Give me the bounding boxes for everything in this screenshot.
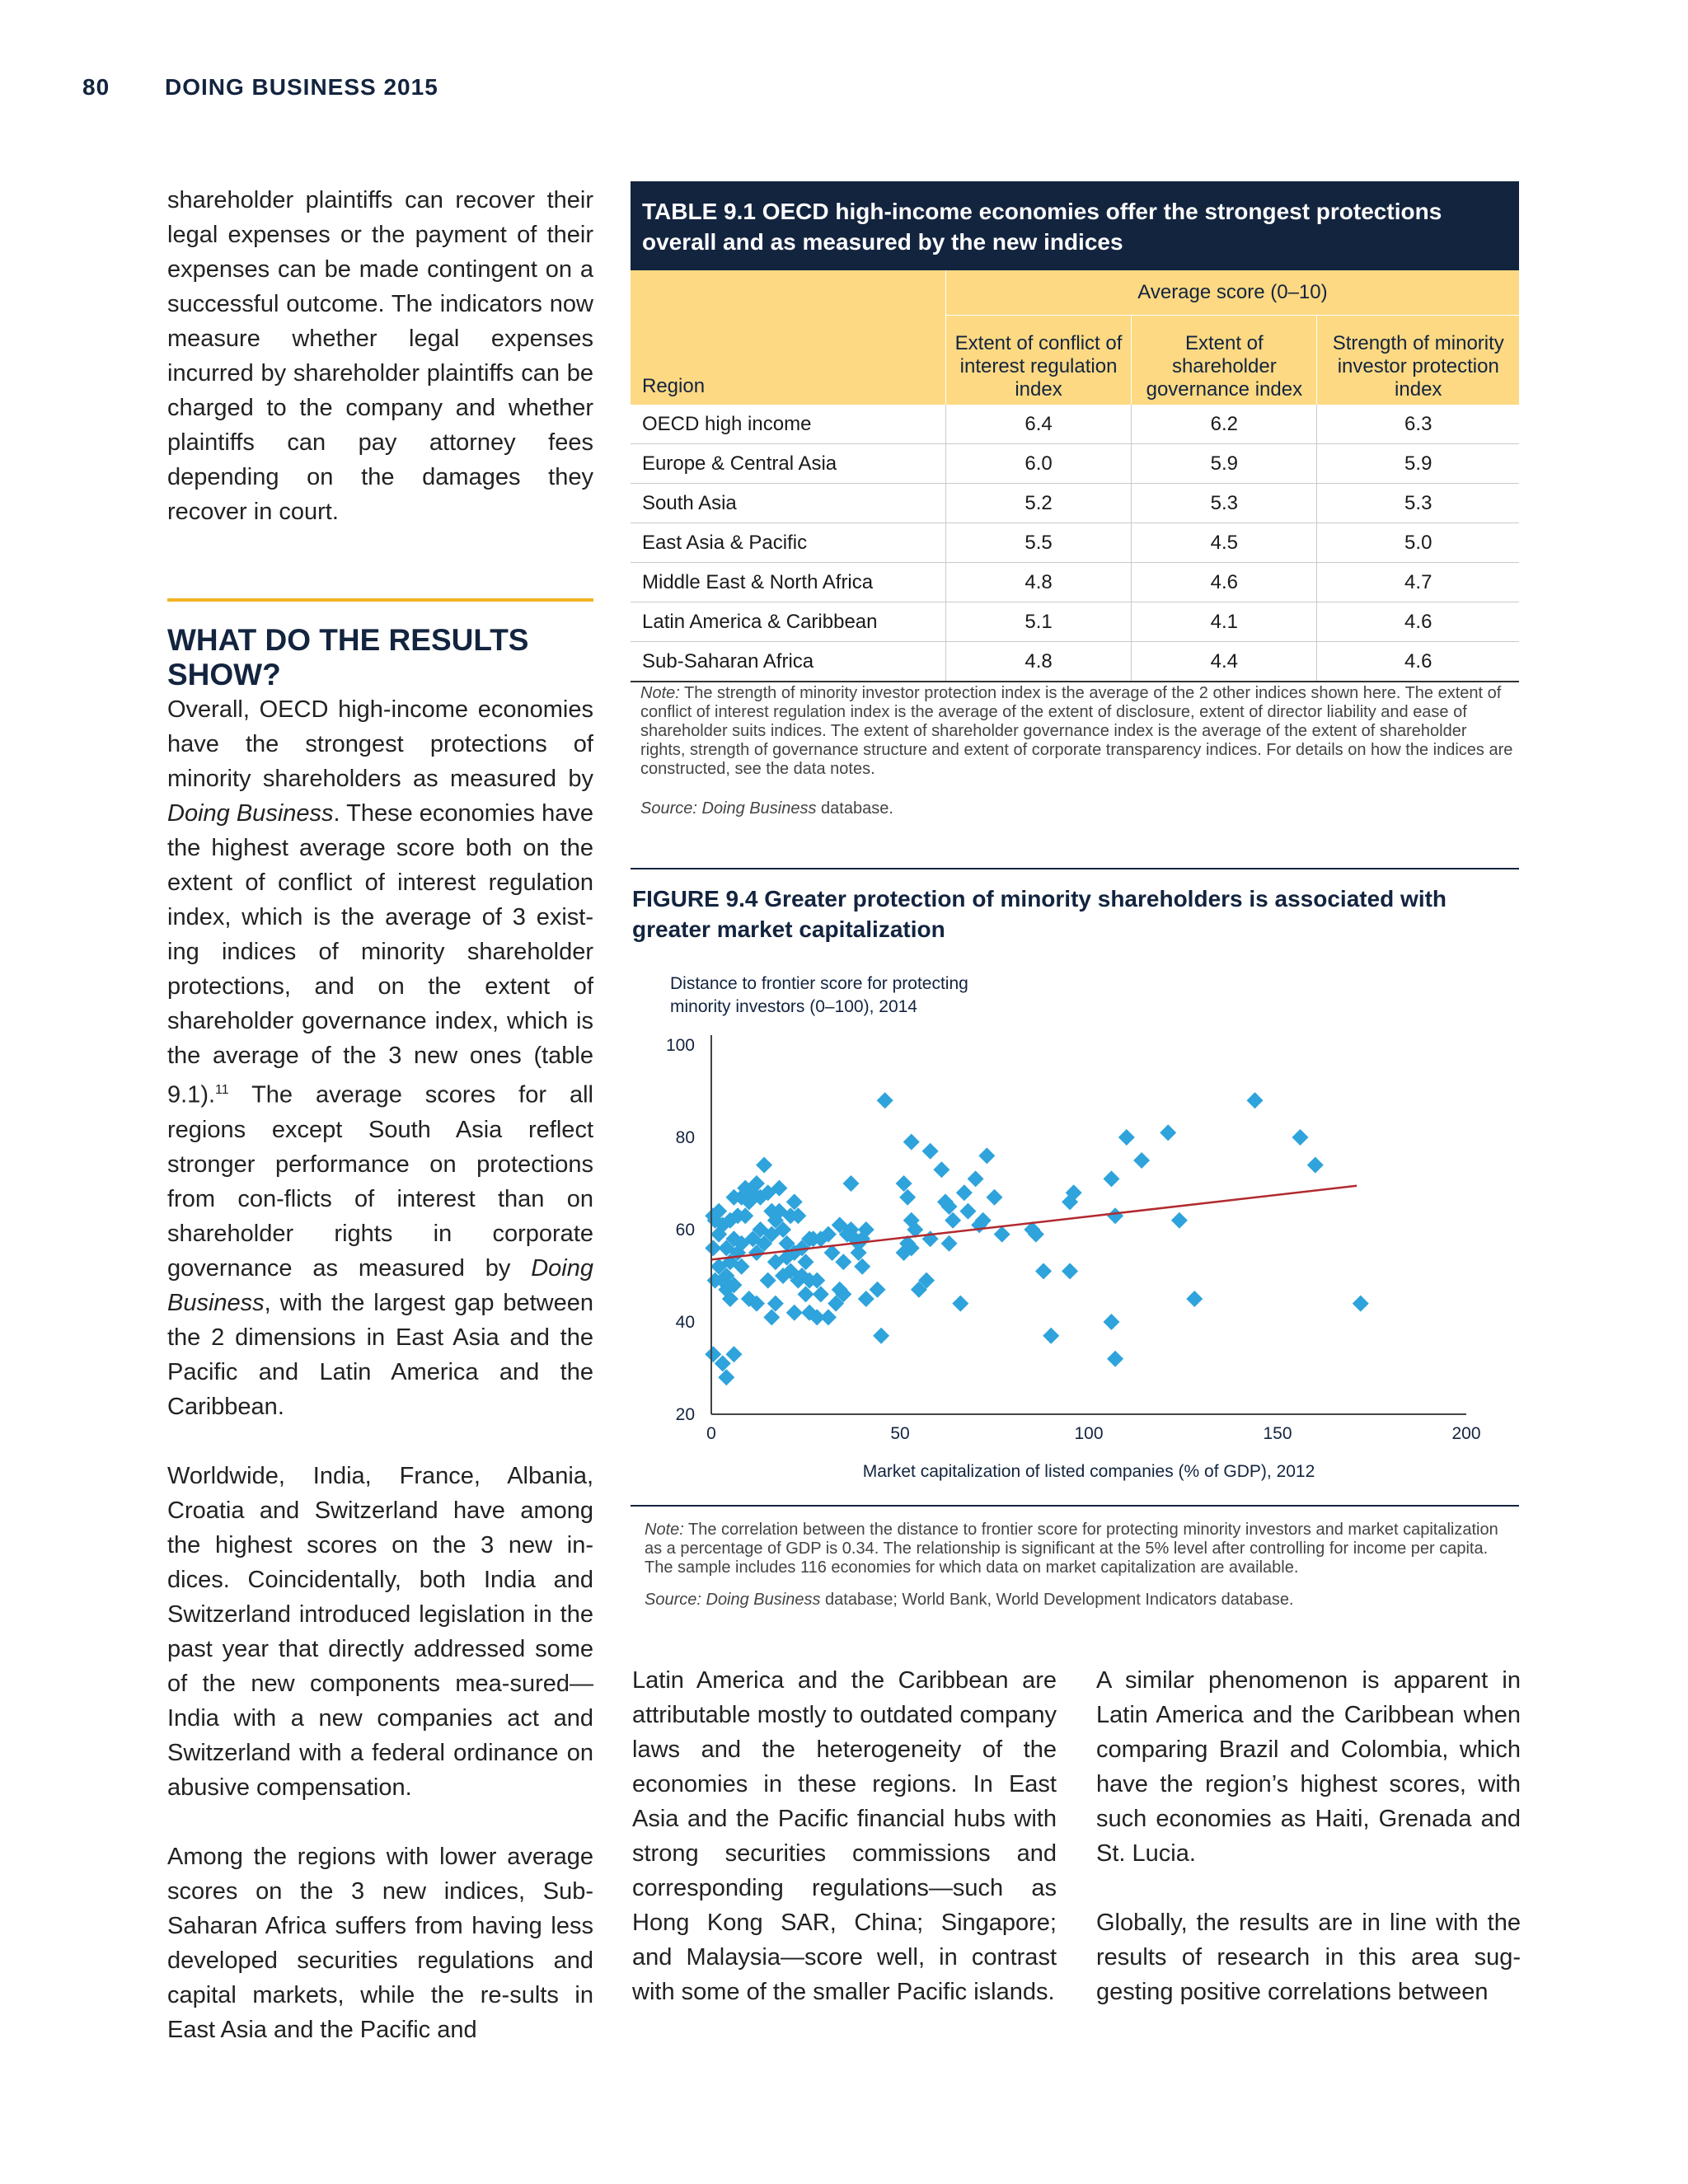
data-point (1160, 1124, 1176, 1141)
data-point (1292, 1129, 1308, 1146)
data-point (1107, 1351, 1123, 1367)
column-header: Strength of minority investor protection index (1317, 316, 1519, 405)
table-row: Middle East & North Africa 4.8 4.6 4.7 (631, 563, 1519, 602)
x-tick-label: 200 (1451, 1424, 1481, 1443)
data-point (877, 1092, 893, 1108)
y-axis-label-line: Distance to frontier score for protecting (670, 974, 968, 993)
table-row: Latin America & Caribbean 5.1 4.1 4.6 (631, 602, 1519, 642)
data-point (1035, 1263, 1052, 1279)
table-source: Source: Doing Business database. (640, 799, 893, 818)
data-point (1107, 1207, 1123, 1224)
y-axis-label-line: minority investors (0–100), 2014 (670, 997, 917, 1016)
data-point (968, 1170, 984, 1187)
running-header: DOING BUSINESS 2015 (165, 74, 438, 100)
data-point (870, 1282, 886, 1298)
data-point (1043, 1328, 1059, 1344)
paragraph: Worldwide, India, France, Albania, Croatia and Switzerland have among the highest scores on the 3 new in-dices. Coincidentally, both India and Switzerland introduced legislation in the past year that directly addressed some of the new components mea-sured—India with a new companies act and Switzerland with a federal ordinance on abusive compensation. (167, 1462, 593, 1801)
data-point (1062, 1263, 1078, 1279)
scatter-chart (631, 964, 1519, 1512)
data-point (952, 1296, 968, 1312)
table-row: South Asia 5.2 5.3 5.3 (631, 484, 1519, 523)
data-point (813, 1286, 829, 1302)
figure-title: FIGURE 9.4 Greater protection of minority shareholders is associated with greater market capitalization (632, 886, 1447, 942)
data-point (903, 1134, 920, 1151)
y-tick-label: 40 (675, 1313, 695, 1332)
data-point (854, 1258, 870, 1275)
data-point (896, 1175, 912, 1192)
data-point (1247, 1092, 1264, 1108)
trend-line (711, 1186, 1357, 1260)
figure-top-rule (631, 868, 1519, 869)
data-point (820, 1309, 837, 1325)
data-point (994, 1226, 1010, 1243)
paragraph: Overall, OECD high-income economies have the strongest protections of minority shareholders as measured by Doing Business. These economies have the highest average score both on the extent of conflict of interest regulation index, which is the average of 3 exist-ing indices of minority shareholder protections, and on the extent of shareholder governance index, which is the average of the 3 new ones (table 9.1).$^{11}$ The average scores for all regions except South Asia reflect stronger performance on protections from con-flicts of interest than on shareholder rights in corporate governance as measured by Doing Business, with the largest gap between the 2 dimensions in East Asia and the Pacific and Latin America and the Caribbean. (167, 696, 593, 1420)
group-header: Average score (0–10) (945, 270, 1519, 316)
data-point (978, 1147, 995, 1164)
table-9-1 (631, 181, 1519, 682)
paragraph: shareholder plaintiffs can recover their legal expenses or the payment of their expenses can be made contingent on a successful outcome. The indicators now measure whether legal expenses incurred by shareholder plaintiffs can be charged to the company and whether plaintiffs can pay attorney fees depending on the damages they recover in court. (167, 187, 593, 525)
data-point (858, 1291, 874, 1307)
y-tick-label: 20 (675, 1405, 695, 1424)
column2-body (632, 1663, 1057, 2044)
page-number: 80 (82, 74, 110, 100)
x-axis-label: Market capitalization of listed companies (% of GDP), 2012 (862, 1462, 1315, 1481)
y-tick-label: 80 (675, 1128, 695, 1147)
data-point (1133, 1152, 1150, 1169)
data-point (725, 1346, 742, 1362)
data-point (933, 1161, 950, 1178)
table-row: East Asia & Pacific 5.5 4.5 5.0 (631, 523, 1519, 563)
data-point (987, 1189, 1003, 1206)
data-point (718, 1369, 734, 1385)
figure-bottom-rule (631, 1505, 1519, 1507)
data-point (1103, 1170, 1119, 1187)
data-point (786, 1305, 803, 1321)
y-tick-label: 100 (665, 1036, 695, 1055)
data-point (899, 1189, 916, 1206)
x-tick-label: 100 (1074, 1424, 1104, 1443)
data-table (631, 270, 1519, 682)
data-point (1186, 1291, 1203, 1307)
paragraph: Latin America and the Caribbean are attributable mostly to outdated company laws and the heterogeneity of the economies in these regions. In East Asia and the Pacific financial hubs with strong securities commissions and corresponding regulations—such as Hong Kong SAR, China; Singapore; and Malaysia—score well, in contrast with some of the smaller Pacific islands. (632, 1667, 1057, 2005)
column1-para1 (167, 183, 593, 564)
data-point (798, 1254, 814, 1270)
data-point (842, 1175, 859, 1192)
data-point (798, 1286, 814, 1302)
data-point (1307, 1157, 1324, 1174)
column-header: Extent of conflict of interest regulation index (945, 316, 1131, 405)
column3-body (1096, 1663, 1521, 2044)
data-point (756, 1157, 772, 1174)
data-point (945, 1212, 961, 1229)
x-tick-label: 50 (890, 1424, 910, 1443)
data-point (760, 1272, 776, 1289)
paragraph: Among the regions with lower average scores on the 3 new indices, Sub-Saharan Africa suffers from having less developed securities regulations and capital markets, while the re-sults in East Asia and the Pacific and (167, 1843, 593, 2043)
data-point (786, 1193, 803, 1210)
x-tick-label: 0 (706, 1424, 716, 1443)
data-point (941, 1235, 958, 1252)
data-point (1103, 1314, 1119, 1330)
data-point (922, 1143, 939, 1160)
data-point (1353, 1296, 1369, 1312)
table-title: TABLE 9.1 OECD high-income economies offer the strongest protections overall and as measured by the new indices (631, 181, 1519, 270)
data-point (835, 1254, 851, 1270)
table-row: Sub-Saharan Africa 4.8 4.4 4.6 (631, 642, 1519, 682)
paragraph: A similar phenomenon is apparent in Latin America and the Caribbean when comparing Brazil and Colombia, which have the region’s highest scores, with such economies as Haiti, Grenada and St. Lucia. (1096, 1667, 1521, 1867)
x-tick-label: 150 (1263, 1424, 1292, 1443)
data-point (873, 1328, 889, 1344)
chart-svg (631, 964, 1519, 1512)
figure-source: Source: Doing Business database; World Bank, World Development Indicators database. (645, 1591, 1294, 1609)
data-point (1171, 1212, 1188, 1229)
figure-note: Note: The correlation between the distance to frontier score for protecting minority investors and market capitalization as a percentage of GDP is 0.34. The relationship is significant at the 5% level after controlling for income per capita. The sample includes 116 economies for which data on market capitalization are available. (645, 1521, 1498, 1577)
paragraph: Globally, the results are in line with the results of research in this area sug-gesting positive correlations between (1096, 1910, 1521, 2005)
y-axis-label (670, 974, 968, 1016)
table-note: Note: The strength of minority investor protection index is the average of the 2 other indices shown here. The extent of conflict of interest regulation index is the average of the extent of disclosure, extent of director liability and ease of shareholder suits indices. The extent of shareholder governance index is the average of the extent of shareholder rights, strength of governance structure and extent of corporate transparency indices. For details on how the indices are constructed, see the data notes. (640, 684, 1513, 778)
data-point (767, 1296, 784, 1312)
data-point (1118, 1129, 1135, 1146)
section-heading: WHAT DO THE RESULTS SHOW? (167, 623, 529, 691)
region-header: Region (631, 270, 945, 405)
section-rule (167, 598, 593, 602)
column1-body (167, 692, 593, 2082)
data-point (763, 1309, 780, 1325)
data-point (959, 1203, 976, 1220)
table-row: Europe & Central Asia 6.0 5.9 5.9 (631, 444, 1519, 484)
data-point (956, 1184, 973, 1201)
y-tick-label: 60 (675, 1221, 695, 1240)
table-row: OECD high income 6.4 6.2 6.3 (631, 405, 1519, 444)
column-header: Extent of shareholder governance index (1132, 316, 1317, 405)
